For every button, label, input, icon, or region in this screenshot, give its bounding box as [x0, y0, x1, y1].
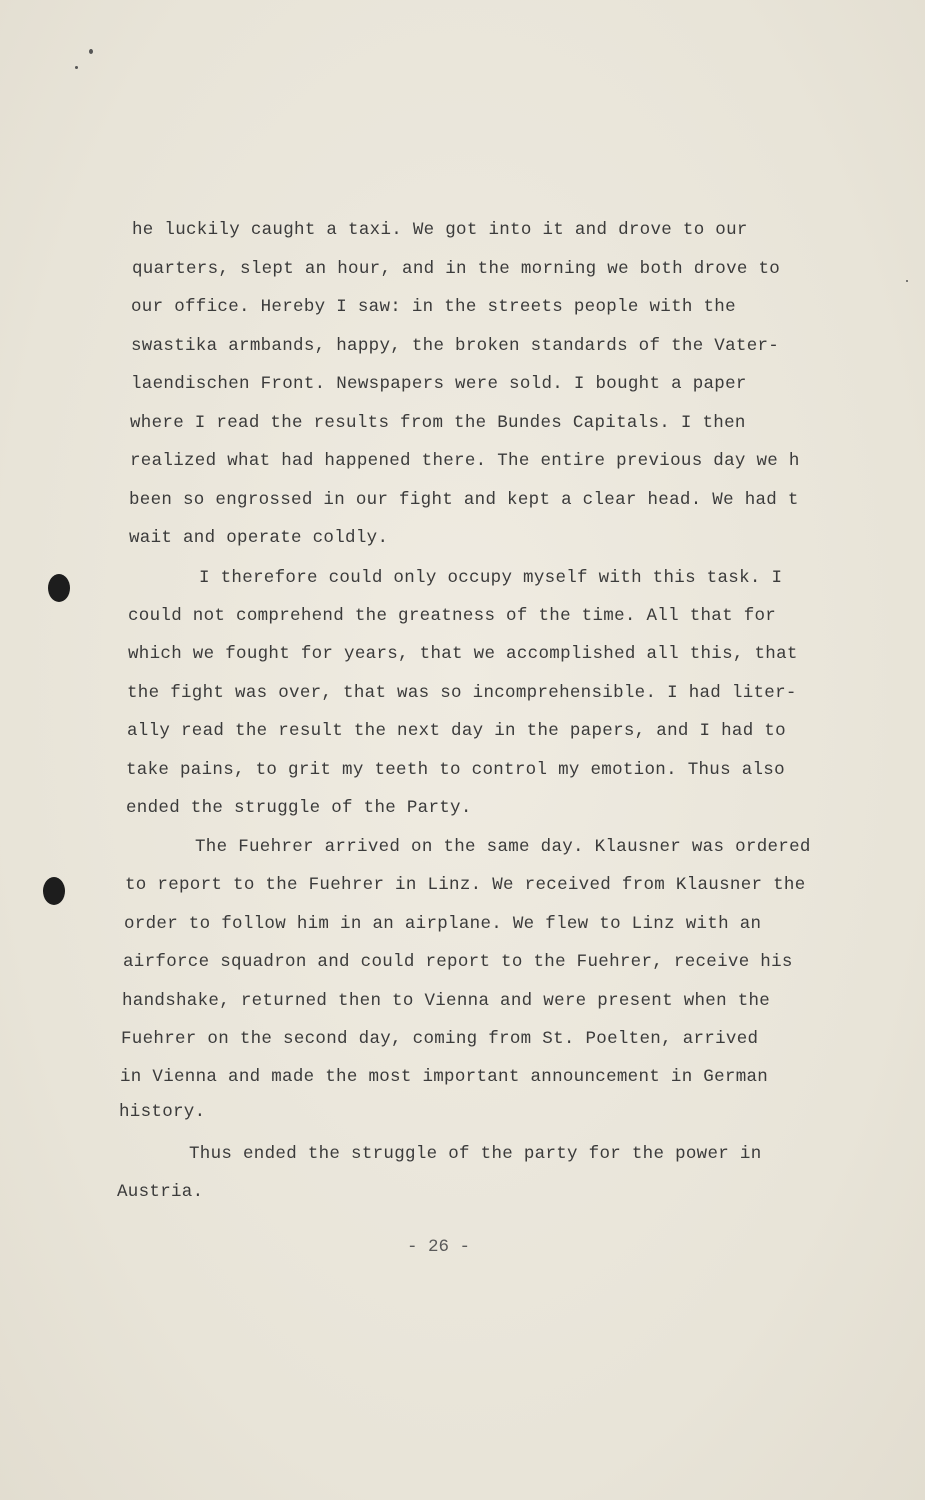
text-line: take pains, to grit my teeth to control my emotion. Thus also	[126, 760, 785, 780]
text-line: in Vienna and made the most important announcement in German	[120, 1067, 769, 1087]
text-line: realized what had happened there. The entire previous day we h	[130, 451, 800, 471]
text-line: could not comprehend the greatness of the time. All that for	[128, 606, 777, 626]
text-line: airforce squadron and could report to the Fuehrer, receive his	[123, 952, 793, 972]
text-line: where I read the results from the Bundes Capitals. I then	[130, 413, 746, 433]
ink-speck	[89, 49, 93, 54]
ink-speck	[906, 280, 908, 282]
text-line: wait and operate coldly.	[129, 528, 389, 548]
text-line: I therefore could only occupy myself with this task. I	[199, 568, 783, 588]
text-line: he luckily caught a taxi. We got into it and drove to our	[132, 220, 748, 240]
text-line: Austria.	[117, 1182, 204, 1202]
text-line: handshake, returned then to Vienna and were present when the	[122, 991, 771, 1011]
punch-hole-top	[48, 574, 70, 602]
text-line: ally read the result the next day in the papers, and I had to	[127, 721, 786, 741]
punch-hole-bottom	[43, 877, 65, 905]
text-line: The Fuehrer arrived on the same day. Klausner was ordered	[195, 837, 811, 857]
text-line: to report to the Fuehrer in Linz. We received from Klausner the	[125, 875, 806, 895]
text-line: laendischen Front. Newspapers were sold. I bought a paper	[131, 374, 747, 394]
text-line: which we fought for years, that we accomplished all this, that	[128, 644, 798, 664]
text-line: quarters, slept an hour, and in the morning we both drove to	[132, 259, 781, 279]
page-number: - 26 -	[407, 1237, 471, 1257]
ink-speck	[75, 66, 78, 69]
text-line: order to follow him in an airplane. We flew to Linz with an	[124, 914, 762, 934]
text-line: Thus ended the struggle of the party for the power in	[189, 1144, 762, 1164]
text-line: ended the struggle of the Party.	[126, 798, 472, 818]
text-line: swastika armbands, happy, the broken standards of the Vater-	[131, 336, 780, 356]
text-line: our office. Hereby I saw: in the streets people with the	[131, 297, 736, 317]
text-line: been so engrossed in our fight and kept a clear head. We had t	[129, 490, 799, 510]
text-line: history.	[119, 1102, 206, 1122]
text-line: Fuehrer on the second day, coming from St. Poelten, arrived	[121, 1029, 759, 1049]
text-line: the fight was over, that was so incomprehensible. I had liter-	[127, 683, 797, 703]
